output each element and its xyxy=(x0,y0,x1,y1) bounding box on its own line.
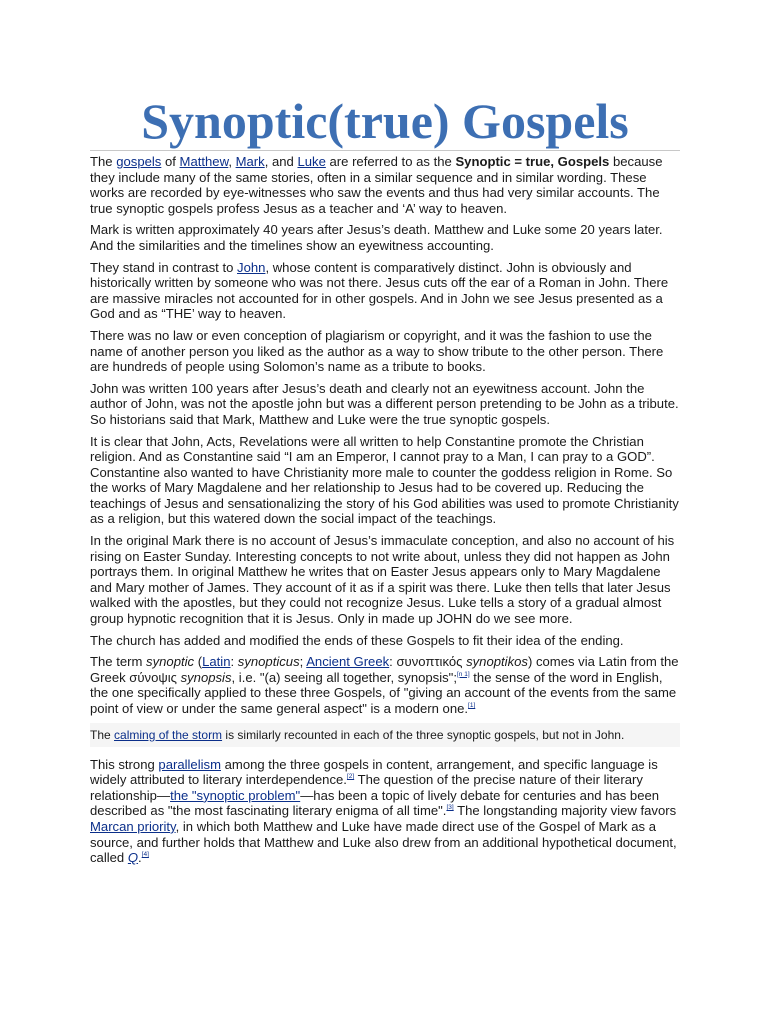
link-matthew[interactable]: Matthew xyxy=(179,154,229,169)
paragraph-mark-dating: Mark is written approximately 40 years after Jesus’s death. Matthew and Luke some 20 years later. And the similarities and the timelines show an eyewitness accounting. xyxy=(90,222,663,253)
link-q[interactable]: Q xyxy=(127,850,139,866)
paragraph-constantine: It is clear that John, Acts, Revelations were all written to help Constantine promote the Christian religion. And as Constantine said “I am an Emperor, I cannot pray to a Man, I can pray to a GOD”. Constantine also wanted to have Christianity more male to counter the goddess religion in Rome. So the works of Mary Magdalene and her relationship to Jesus had to be covered up. Reducing the teachings of Jesus and sensationalizing the story of his God abilities was used to promote Christianity as a religion, but this watered down the social impact of the teachings. xyxy=(90,433,679,527)
paragraph-plagiarism: There was no law or even conception of plagiarism or copyright, and it was the fashion to use the name of another person you liked as the author as a way to show tribute to the other person. There are hundreds of people using Solomon’s name as a tribute to books. xyxy=(90,327,664,375)
paragraph-john-contrast: They stand in contrast to John, whose content is comparatively distinct. John is obviously and historically written by someone who was not there. Jesus cuts off the ear of a Roman in John. There are massive miracles not accounted for in other gospels. And in John we see Jesus presented as a God and as “THE’ way to heaven. xyxy=(90,259,669,322)
footnote-ref-3[interactable]: [3] xyxy=(446,804,454,812)
link-marcan-priority[interactable]: Marcan priority xyxy=(90,818,176,834)
paragraph-john-dating: John was written 100 years after Jesus’s death and clearly not an eyewitness account. John the author of John, was not the apostle john but was a different person pretending to be John as a tribute. So historians said that Mark, Matthew and Luke were the true synoptic gospels. xyxy=(90,380,679,427)
link-luke[interactable]: Luke xyxy=(297,154,326,169)
footnote-ref-n1[interactable]: [n 1] xyxy=(456,670,470,678)
footnote-ref-4[interactable]: [4] xyxy=(141,851,149,859)
footnote-ref-2[interactable]: [2] xyxy=(346,773,355,781)
article-body xyxy=(90,154,680,872)
footnote-ref-1[interactable]: [1] xyxy=(468,702,476,709)
bold-synoptic-term: Synoptic = true, Gospels xyxy=(455,154,610,169)
link-ancient-greek[interactable]: Ancient Greek xyxy=(306,654,390,670)
page-title: Synoptic(true) Gospels xyxy=(141,93,629,149)
image-caption: The calming of the storm is similarly recounted in each of the three synoptic gospels, but not in John. xyxy=(90,723,680,747)
link-gospels[interactable]: gospels xyxy=(116,154,162,169)
paragraph-etymology: The term synoptic (Latin: synopticus; Ancient Greek: συνοπτικός synoptikos) comes via Latin from the Greek σύνοψις synopsis, i.e. "(a) seeing all together, synopsis";[n 1] the sense of the word in English, the one specifically applied to these three Gospels, of "giving an account of the events from the same point of view or under the same general aspect" is a modern one.[1] xyxy=(90,654,679,716)
paragraph-intro: The gospels of Matthew, Mark, and Luke are referred to as the Synoptic = true, Gospels because they include many of the same stories, often in a similar sequence and in similar wording. These works are recorded by eye-witnesses who saw the events and thus had very similar accounts. The true synoptic gospels profess Jesus as a teacher and ‘A’ way to heaven. xyxy=(90,154,663,216)
paragraph-parallelism: This strong parallelism among the three gospels in content, arrangement, and specific language is widely attributed to literary interdependence.[2] The question of the precise nature of their literary relationship—the "synoptic problem"—has been a topic of lively debate for centuries and has been described as "the most fascinating literary enigma of all time".[3] The longstanding majority view favors Marcan priority, in which both Matthew and Luke have made direct use of the Gospel of Mark as a source, and further holds that Matthew and Luke also drew from an additional hypothetical document, called Q.[4] xyxy=(90,756,677,866)
paragraph-church-endings: The church has added and modified the ends of these Gospels to fit their idea of the ending. xyxy=(90,632,624,648)
link-mark[interactable]: Mark xyxy=(235,154,265,169)
title-divider xyxy=(90,150,680,151)
paragraph-original-mark: In the original Mark there is no account of Jesus’s immaculate conception, and also no account of his rising on Easter Sunday. Interesting concepts to not write about, unless they did not happen as John portrays them. In original Matthew he writes that on Easter Jesus appears only to Mary Magdalene and Mary mother of James. They account of it as if a spirit was there. Luke then tells that later Jesus walked with the apostles, but they could not recognize Jesus. Luke tells a story of a gradual almost group hypnotic recognition that it is Jesus. Only in made up JOHN do we see more. xyxy=(90,533,675,627)
link-latin[interactable]: Latin xyxy=(202,654,231,670)
link-parallelism[interactable]: parallelism xyxy=(158,756,221,772)
link-calming-of-the-storm[interactable]: calming of the storm xyxy=(114,727,223,742)
link-synoptic-problem[interactable]: the "synoptic problem" xyxy=(170,787,301,803)
link-john[interactable]: John xyxy=(237,259,266,275)
